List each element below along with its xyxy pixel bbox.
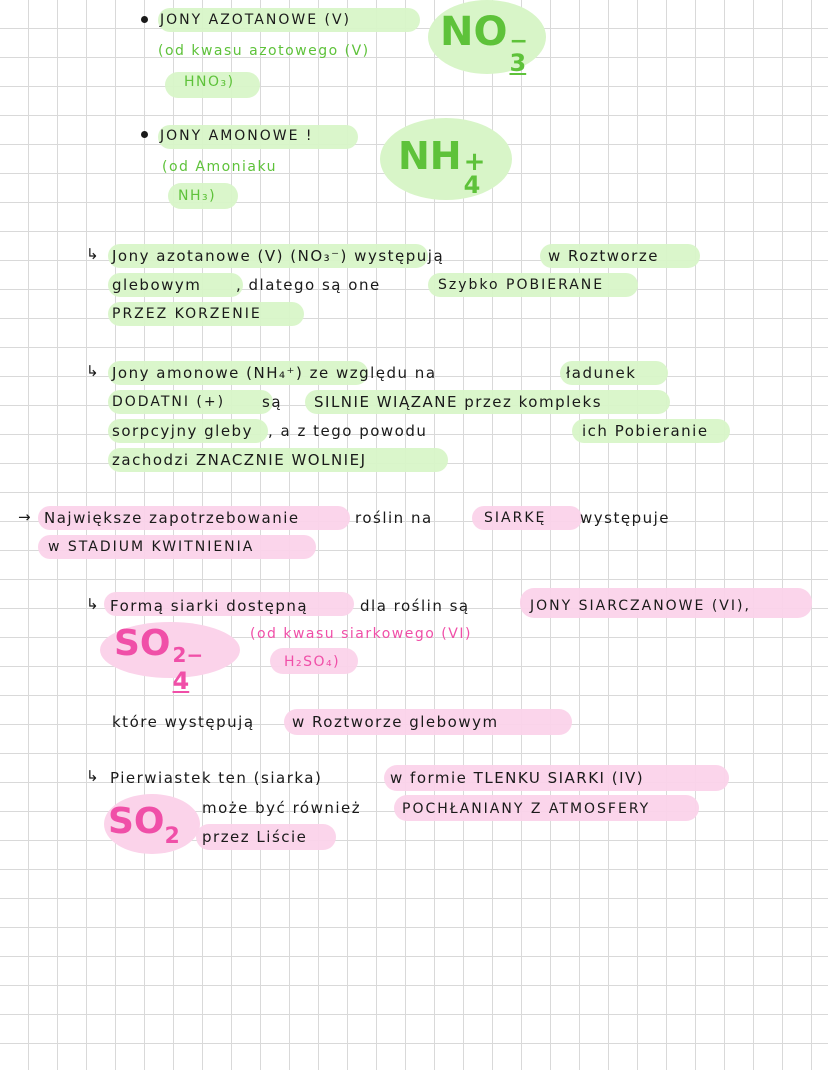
sulfate-text: dla roślin są xyxy=(360,597,470,615)
note1-text: Jony azotanowe (V) (NO₃⁻) występują xyxy=(112,247,445,265)
bullet-icon xyxy=(141,16,148,23)
sulfate-text: które występują xyxy=(112,713,255,731)
so2-text: w formie TLENKU SIARKI (IV) xyxy=(390,769,645,787)
note1-text: glebowym xyxy=(112,276,202,294)
sulfate-text: w Roztworze glebowym xyxy=(292,713,499,731)
bullet-icon xyxy=(141,131,148,138)
sulfur-text: Największe zapotrzebowanie xyxy=(44,509,300,527)
nitrate-heading: JONY AZOTANOWE (V) xyxy=(160,12,351,28)
note2-text: SILNIE WIĄZANE przez kompleks xyxy=(314,393,603,411)
sulfur-text: roślin na xyxy=(355,509,433,527)
note1-text: PRZEZ KORZENIE xyxy=(112,306,262,322)
arrow-icon: ↳ xyxy=(86,362,101,380)
note1-text: , dlatego są one xyxy=(236,276,381,294)
sulfate-text: JONY SIARCZANOWE (VI), xyxy=(530,598,751,614)
note2-text: ich Pobieranie xyxy=(582,422,709,440)
so2-text: może być również xyxy=(202,799,362,817)
so2-text: Pierwiastek ten (siarka) xyxy=(110,769,323,787)
arrow-icon: → xyxy=(18,508,33,526)
so2-formula: $SO_2$ xyxy=(108,801,180,849)
sulfate-formula: SO 2− 4 xyxy=(114,623,204,695)
arrow-icon: ↳ xyxy=(86,767,101,785)
note1-text: Szybko POBIERANE xyxy=(438,277,605,293)
so2-text: przez Liście xyxy=(202,828,308,846)
sulfur-text: występuje xyxy=(580,509,670,527)
sulfate-source: (od kwasu siarkowego (VI) xyxy=(250,626,472,642)
ammonium-heading: JONY AMONOWE ! xyxy=(160,128,314,144)
nitrate-source-formula: HNO₃) xyxy=(184,74,235,90)
ammonium-source-formula: NH₃) xyxy=(178,188,217,204)
ammonium-source: (od Amoniaku xyxy=(162,159,278,175)
sulfur-text: w STADIUM KWITNIENIA xyxy=(48,539,255,555)
note2-text: DODATNI (+) xyxy=(112,394,226,410)
sulfate-text: Formą siarki dostępną xyxy=(110,597,309,615)
sulfate-source-formula: H₂SO₄) xyxy=(284,654,341,670)
nitrate-formula: NO − 3 xyxy=(440,9,528,77)
note2-text: ładunek xyxy=(566,364,637,382)
note1-text: w Roztworze xyxy=(548,247,659,265)
arrow-icon: ↳ xyxy=(86,245,101,263)
note2-text: są xyxy=(262,393,283,411)
note2-text: zachodzi ZNACZNIE WOLNIEJ xyxy=(112,451,367,469)
nitrate-source: (od kwasu azotowego (V) xyxy=(158,43,370,59)
so2-text: POCHŁANIANY Z ATMOSFERY xyxy=(402,801,651,817)
sulfur-text: SIARKĘ xyxy=(484,510,547,526)
note2-text: sorpcyjny gleby xyxy=(112,422,253,440)
note2-text: , a z tego powodu xyxy=(268,422,428,440)
ammonium-formula: NH + 4 xyxy=(398,134,486,199)
note2-text: Jony amonowe (NH₄⁺) ze względu na xyxy=(112,364,437,382)
arrow-icon: ↳ xyxy=(86,595,101,613)
